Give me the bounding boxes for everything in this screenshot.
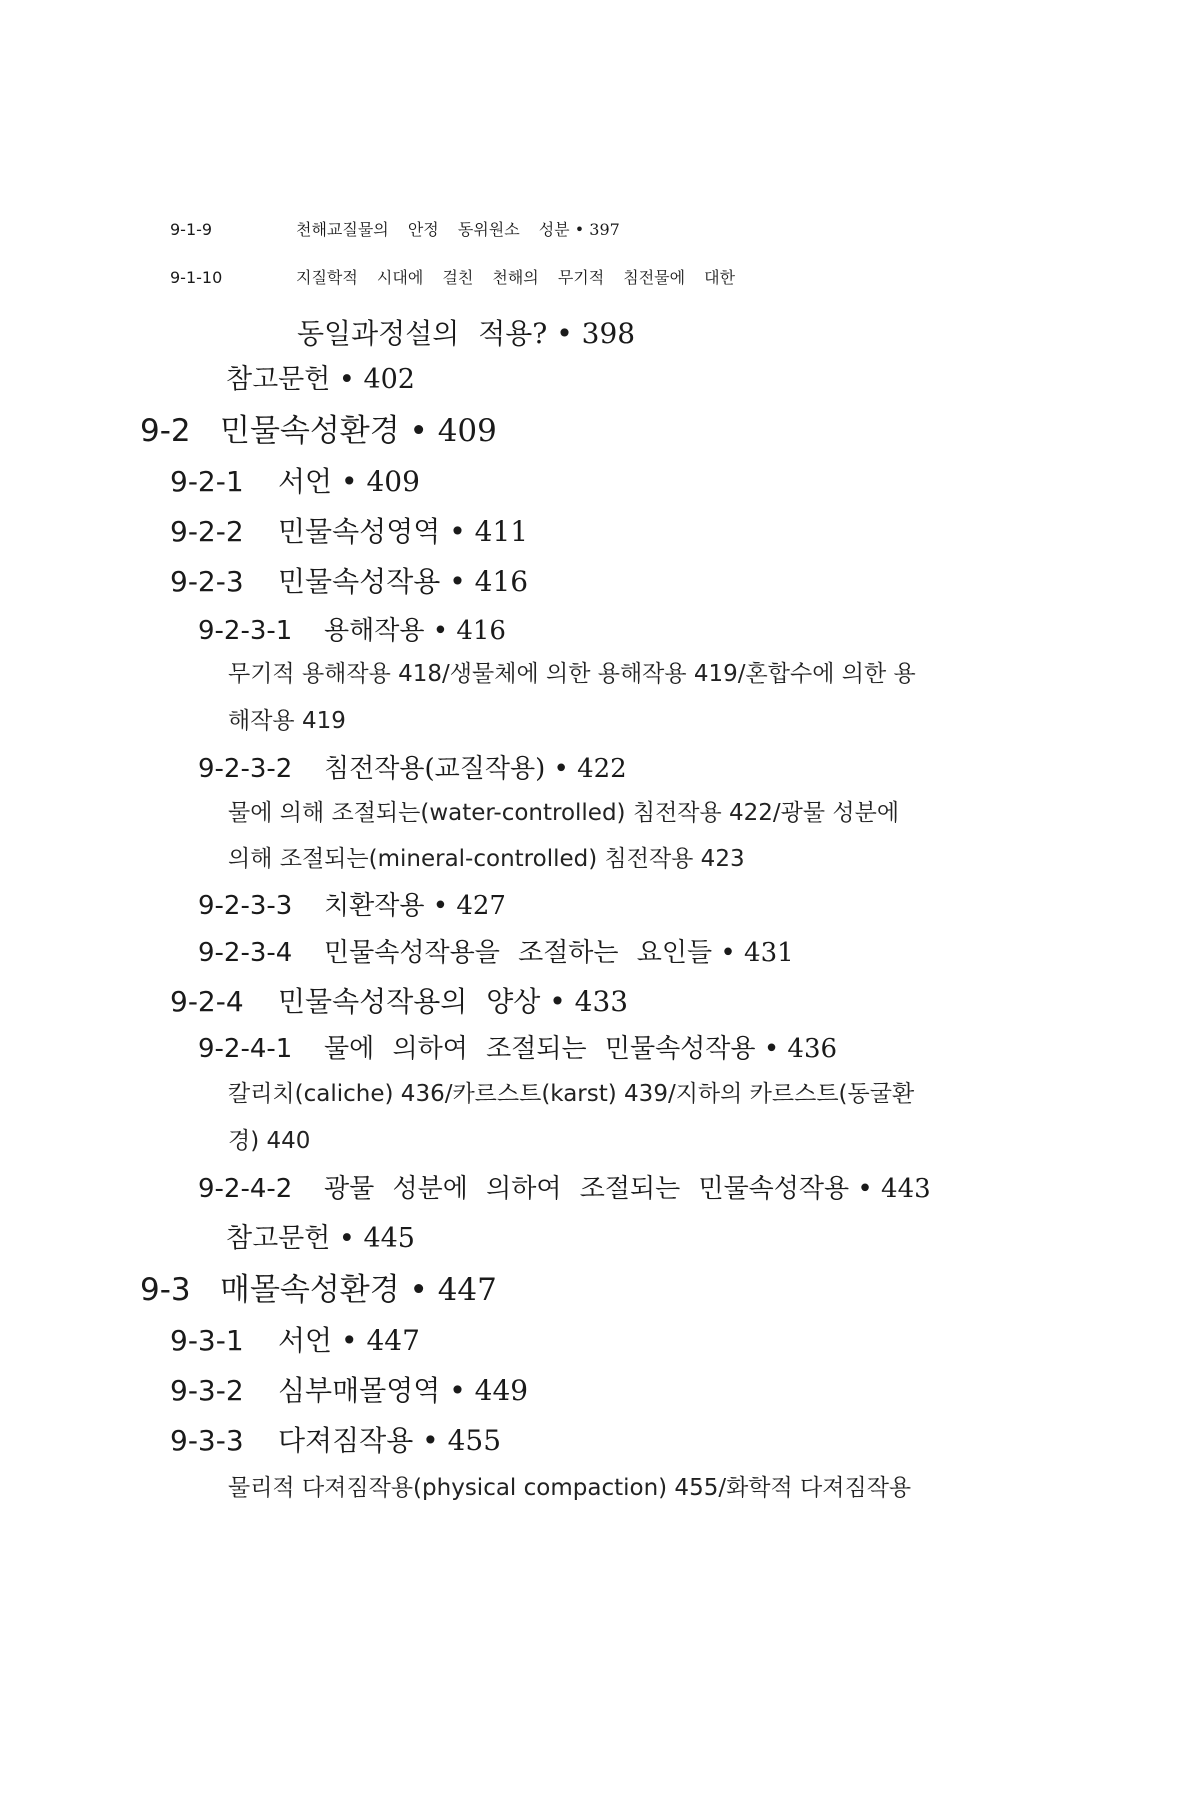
page-number: 445	[363, 1223, 415, 1254]
toc-entry-subsection[interactable]	[198, 756, 627, 782]
section-number: 9-2	[140, 413, 191, 449]
page-number: 409	[366, 465, 420, 498]
toc-entry[interactable]	[170, 565, 529, 598]
bullet-separator: •	[338, 1223, 355, 1254]
section-number: 9-1-10	[170, 268, 223, 287]
page-number: 447	[437, 1272, 497, 1308]
page-number: 433	[574, 985, 629, 1018]
subsection-description: 물에 의해 조절되는(water-controlled) 침전작용 422/광물 성분에	[228, 800, 900, 826]
section-number: 9-2-2	[170, 515, 244, 548]
page-number: 443	[881, 1174, 931, 1204]
toc-entry-references[interactable]	[226, 1225, 415, 1252]
section-title: 민물속성영역	[278, 515, 441, 548]
bullet-separator: •	[449, 515, 466, 548]
section-number: 9-1-9	[170, 220, 213, 239]
section-number: 9-2-4-2	[198, 1174, 293, 1204]
section-title: 매몰속성환경	[220, 1272, 400, 1308]
toc-entry-subsection[interactable]	[198, 893, 506, 919]
section-title: 지질학적 시대에 걸친 천해의 무기적 침전물에 대한	[296, 268, 736, 287]
bullet-separator: •	[432, 891, 449, 921]
bullet-separator: •	[341, 1324, 358, 1357]
page-number: 416	[474, 565, 529, 598]
toc-entry[interactable]	[170, 1374, 529, 1407]
page-number: 398	[581, 317, 636, 350]
toc-entry[interactable]	[170, 465, 420, 498]
bullet-separator: •	[574, 220, 585, 239]
section-title-continued: 동일과정설의 적용?	[297, 317, 548, 350]
subsection-description: 경) 440	[228, 1128, 311, 1154]
bullet-separator: •	[549, 985, 566, 1018]
toc-entry[interactable]	[170, 515, 529, 548]
bullet-separator: •	[449, 1374, 466, 1407]
section-number: 9-2-3-3	[198, 891, 293, 921]
bullet-separator: •	[338, 364, 355, 395]
bullet-separator: •	[422, 1424, 439, 1457]
page-number: 447	[366, 1324, 420, 1357]
bullet-separator: •	[341, 465, 358, 498]
subsection-description: 의해 조절되는(mineral-controlled) 침전작용 423	[228, 846, 745, 872]
section-title: 참고문헌	[226, 1223, 331, 1254]
bullet-separator: •	[556, 317, 573, 350]
section-title: 침전작용(교질작용)	[324, 754, 546, 784]
section-title: 물에 의하여 조절되는 민물속성작용	[324, 1034, 756, 1064]
toc-entry-section[interactable]	[140, 413, 497, 449]
section-number: 9-2-3-1	[198, 616, 293, 646]
page-number: 422	[577, 754, 627, 784]
subsection-description: 물리적 다져짐작용(physical compaction) 455/화학적 다져짐작용	[228, 1475, 912, 1501]
section-number: 9-2-3-4	[198, 938, 293, 968]
bullet-separator: •	[857, 1174, 873, 1204]
page-number: 427	[456, 891, 506, 921]
section-title: 참고문헌	[226, 364, 331, 395]
section-number: 9-2-1	[170, 465, 244, 498]
toc-entry-subsection[interactable]	[198, 1176, 931, 1202]
page-number: 431	[744, 938, 794, 968]
page-number: 409	[437, 413, 497, 449]
toc-entry[interactable]	[170, 985, 629, 1018]
section-title: 서언	[278, 1324, 333, 1357]
toc-entry[interactable]	[170, 1424, 502, 1457]
bullet-separator: •	[720, 938, 736, 968]
bullet-separator: •	[409, 1272, 428, 1308]
toc-entry[interactable]	[170, 1324, 420, 1357]
section-number: 9-3-3	[170, 1424, 244, 1457]
section-title: 천해교질물의 안정 동위원소 성분	[296, 220, 570, 239]
section-number: 9-3	[140, 1272, 191, 1308]
section-title: 민물속성작용을 조절하는 요인들	[324, 938, 713, 968]
page-number: 455	[447, 1424, 502, 1457]
bullet-separator: •	[449, 565, 466, 598]
section-title: 치환작용	[324, 891, 425, 921]
toc-entry-subsection[interactable]	[198, 1036, 837, 1062]
section-title: 민물속성작용	[278, 565, 441, 598]
section-number: 9-3-1	[170, 1324, 244, 1357]
toc-entry-subsection[interactable]	[198, 940, 794, 966]
bullet-separator: •	[763, 1034, 780, 1064]
toc-entry-references[interactable]	[226, 366, 415, 393]
page-number: 402	[363, 364, 415, 395]
bullet-separator: •	[432, 616, 449, 646]
subsection-description: 해작용 419	[228, 708, 346, 734]
section-title: 다져짐작용	[278, 1424, 414, 1457]
section-number: 9-2-4	[170, 985, 244, 1018]
section-title: 민물속성환경	[220, 413, 400, 449]
section-title: 서언	[278, 465, 333, 498]
section-number: 9-2-3-2	[198, 754, 293, 784]
toc-entry[interactable]	[170, 222, 620, 238]
toc-entry-section[interactable]	[140, 1272, 497, 1308]
bullet-separator: •	[409, 413, 428, 449]
page-number: 436	[787, 1034, 838, 1064]
section-title: 심부매몰영역	[278, 1374, 441, 1407]
page-number: 397	[589, 220, 620, 239]
subsection-description: 무기적 용해작용 418/생물체에 의한 용해작용 419/혼합수에 의한 용	[228, 661, 916, 687]
subsection-description: 칼리치(caliche) 436/카르스트(karst) 439/지하의 카르스트(동굴환	[228, 1081, 915, 1107]
toc-entry-continuation[interactable]	[297, 317, 636, 350]
page-number: 416	[456, 616, 506, 646]
page-number: 411	[474, 515, 529, 548]
section-number: 9-2-3	[170, 565, 244, 598]
section-number: 9-2-4-1	[198, 1034, 293, 1064]
toc-entry-subsection[interactable]	[198, 618, 506, 644]
page-number: 449	[474, 1374, 529, 1407]
bullet-separator: •	[553, 754, 569, 784]
section-title: 민물속성작용의 양상	[278, 985, 541, 1018]
section-title: 용해작용	[324, 616, 425, 646]
section-title: 광물 성분에 의하여 조절되는 민물속성작용	[324, 1174, 850, 1204]
toc-entry[interactable]	[170, 270, 735, 286]
section-number: 9-3-2	[170, 1374, 244, 1407]
